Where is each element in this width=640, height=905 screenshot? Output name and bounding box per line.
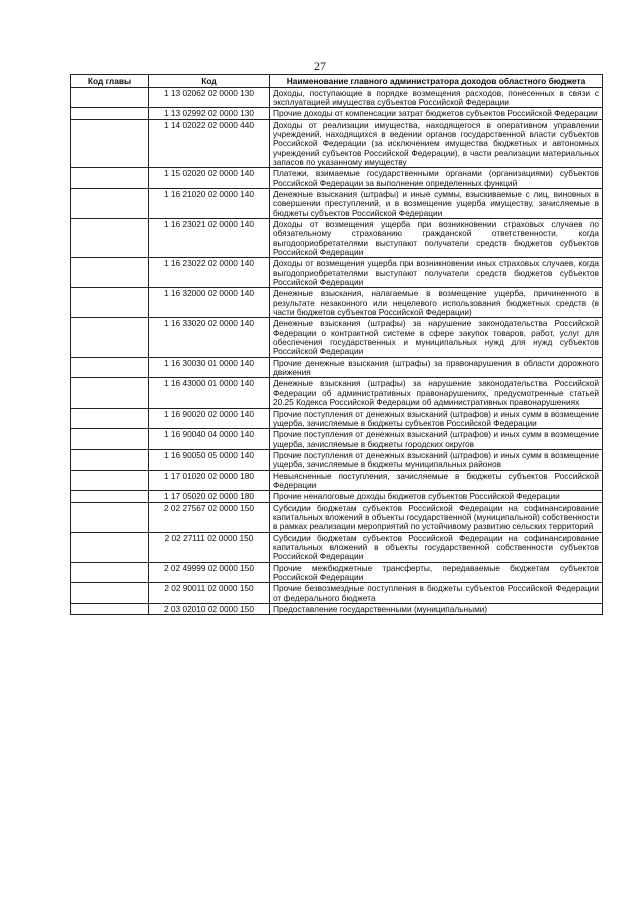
head-code-cell — [71, 188, 149, 218]
table-row — [71, 491, 603, 502]
table-row — [71, 188, 603, 218]
table-row — [71, 604, 603, 615]
code-cell: 1 16 90040 04 0000 140 — [149, 429, 270, 450]
table-row — [71, 470, 603, 491]
table-row — [71, 108, 603, 119]
head-code-cell — [71, 532, 149, 562]
name-cell: Прочие безвозмездные поступления в бюджеты субъектов Российской Федерации от федерального бюджета — [270, 583, 603, 604]
table-row — [71, 87, 603, 108]
name-cell: Доходы, поступающие в порядке возмещения расходов, понесенных в связи с эксплуатацией имущества субъектов Российской Федерации — [270, 87, 603, 108]
code-cell: 1 16 23022 02 0000 140 — [149, 258, 270, 288]
code-cell: 2 02 90011 02 0000 150 — [149, 583, 270, 604]
name-cell: Субсидии бюджетам субъектов Российской Федерации на софинансирование капитальных вложений в объекты государственной (муниципальной) собственности в рамках реализации мероприятий по устойчивому развитию сельских территорий — [270, 502, 603, 532]
name-cell: Доходы от возмещения ущерба при возникновении иных страховых случаев, когда выгодоприобретателями выступают получатели средств бюджетов субъектов Российской Федерации — [270, 258, 603, 288]
page-number: 27 — [314, 59, 326, 73]
name-cell: Прочие поступления от денежных взысканий (штрафов) и иных сумм в возмещение ущерба, зачисляемые в бюджеты муниципальных районов — [270, 449, 603, 470]
head-code-cell — [71, 218, 149, 257]
name-cell: Денежные взыскания (штрафы) за нарушение законодательства Российской Федерации о контрактной системе в сфере закупок товаров, работ, услуг для обеспечения государственных и муниципальных нужд для нужд субъектов Российской Федерации — [270, 318, 603, 357]
head-code-cell — [71, 470, 149, 491]
table-row — [71, 288, 603, 318]
name-cell: Прочие неналоговые доходы бюджетов субъектов Российской Федерации — [270, 491, 603, 502]
revenue-codes-table — [70, 74, 603, 615]
code-cell: 2 02 27111 02 0000 150 — [149, 532, 270, 562]
table-row — [71, 168, 603, 189]
name-cell: Доходы от возмещения ущерба при возникновении страховых случаев по обязательному страхованию гражданской ответственности, когда выгодоприобретателями выступают получатели средств бюджетов субъектов Российской Федерации — [270, 218, 603, 257]
table-row — [71, 532, 603, 562]
code-cell: 1 14 02022 02 0000 440 — [149, 119, 270, 168]
name-cell: Невыясненные поступления, зачисляемые в бюджеты субъектов Российской Федерации — [270, 470, 603, 491]
code-cell: 2 02 49999 02 0000 150 — [149, 562, 270, 583]
head-code-cell — [71, 378, 149, 408]
head-code-cell — [71, 87, 149, 108]
code-cell: 1 16 23021 02 0000 140 — [149, 218, 270, 257]
table-row — [71, 318, 603, 357]
code-cell: 1 16 90020 02 0000 140 — [149, 408, 270, 429]
name-cell: Субсидии бюджетам субъектов Российской Федерации на софинансирование капитальных вложений в объекты государственной собственности субъектов Российской Федерации — [270, 532, 603, 562]
table-row — [71, 583, 603, 604]
head-code-cell — [71, 562, 149, 583]
code-cell: 1 16 30030 01 0000 140 — [149, 357, 270, 378]
head-code-cell — [71, 583, 149, 604]
name-cell: Прочие денежные взыскания (штрафы) за правонарушения в области дорожного движения — [270, 357, 603, 378]
name-cell: Платежи, взимаемые государственными органами (организациями) субъектов Российской Федерации за выполнение определенных функций — [270, 168, 603, 189]
code-cell: 1 16 33020 02 0000 140 — [149, 318, 270, 357]
code-cell: 2 03 02010 02 0000 150 — [149, 604, 270, 615]
name-cell: Прочие межбюджетные трансферты, передаваемые бюджетам субъектов Российской Федерации — [270, 562, 603, 583]
table-row — [71, 449, 603, 470]
name-cell: Предоставление государственными (муниципальными) — [270, 604, 603, 615]
code-cell: 1 17 01020 02 0000 180 — [149, 470, 270, 491]
name-cell: Прочие поступления от денежных взысканий (штрафов) и иных сумм в возмещение ущерба, зачисляемые в бюджеты городских округов — [270, 429, 603, 450]
column-header-code: Код — [149, 75, 270, 88]
head-code-cell — [71, 604, 149, 615]
head-code-cell — [71, 288, 149, 318]
head-code-cell — [71, 258, 149, 288]
name-cell: Денежные взыскания, налагаемые в возмещение ущерба, причиненного в результате незаконного или нецелевого использования бюджетных средств (в части бюджетов субъектов Российской Федерации) — [270, 288, 603, 318]
code-cell: 1 17 05020 02 0000 180 — [149, 491, 270, 502]
table-row — [71, 408, 603, 429]
head-code-cell — [71, 491, 149, 502]
name-cell: Доходы от реализации имущества, находящегося в оперативном управлении учреждений, находящихся в ведении органов государственной власти субъектов Российской Федерации (за исключением имущества бюджетных и автономных учреждений субъектов Российской Федерации), в части реализации материальных запасов по указанному имуществу — [270, 119, 603, 168]
column-header-head-code: Код главы — [71, 75, 149, 88]
table-row — [71, 378, 603, 408]
head-code-cell — [71, 108, 149, 119]
table-row — [71, 218, 603, 257]
table-row — [71, 258, 603, 288]
column-header-name: Наименование главного администратора доходов областного бюджета — [270, 75, 603, 88]
code-cell: 1 16 43000 01 0000 140 — [149, 378, 270, 408]
code-cell: 1 13 02992 02 0000 130 — [149, 108, 270, 119]
table-row — [71, 562, 603, 583]
name-cell: Прочие доходы от компенсации затрат бюджетов субъектов Российской Федерации — [270, 108, 603, 119]
head-code-cell — [71, 502, 149, 532]
head-code-cell — [71, 449, 149, 470]
code-cell: 2 02 27567 02 0000 150 — [149, 502, 270, 532]
head-code-cell — [71, 119, 149, 168]
table-row — [71, 502, 603, 532]
name-cell: Прочие поступления от денежных взысканий (штрафов) и иных сумм в возмещение ущерба, зачисляемые в бюджеты субъектов Российской Федерации — [270, 408, 603, 429]
code-cell: 1 16 32000 02 0000 140 — [149, 288, 270, 318]
head-code-cell — [71, 318, 149, 357]
name-cell: Денежные взыскания (штрафы) и иные суммы, взыскиваемые с лиц, виновных в совершении преступлений, и в возмещение ущерба имуществу, зачисляемые в бюджеты субъектов Российской Федерации — [270, 188, 603, 218]
head-code-cell — [71, 429, 149, 450]
head-code-cell — [71, 408, 149, 429]
table-row — [71, 119, 603, 168]
code-cell: 1 16 90050 05 0000 140 — [149, 449, 270, 470]
table-row — [71, 357, 603, 378]
head-code-cell — [71, 168, 149, 189]
table-header-row — [71, 75, 603, 88]
table-row — [71, 429, 603, 450]
head-code-cell — [71, 357, 149, 378]
code-cell: 1 16 21020 02 0000 140 — [149, 188, 270, 218]
code-cell: 1 13 02062 02 0000 130 — [149, 87, 270, 108]
code-cell: 1 15 02020 02 0000 140 — [149, 168, 270, 189]
name-cell: Денежные взыскания (штрафы) за нарушение законодательства Российской Федерации об административных правонарушениях, предусмотренные статьей 20.25 Кодекса Российской Федерации об административных правонарушениях — [270, 378, 603, 408]
